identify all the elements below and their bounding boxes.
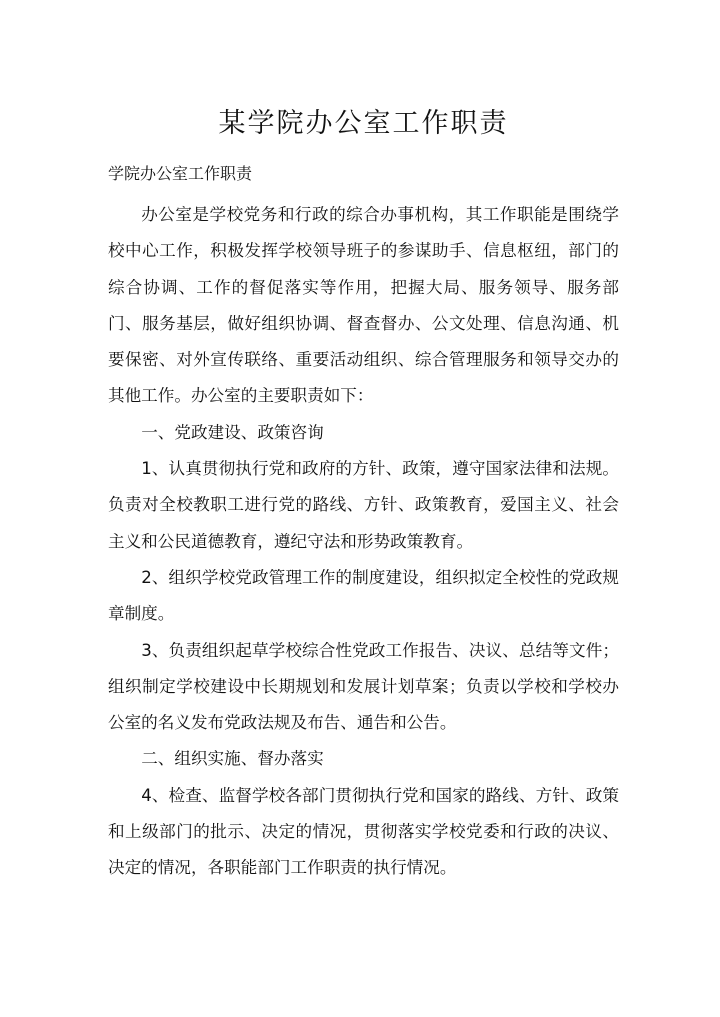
document-subtitle: 学院办公室工作职责 [108,164,253,183]
document-body [108,197,619,887]
duty-item-3: 3、负责组织起草学校综合性党政工作报告、决议、总结等文件；组织制定学校建设中长期规划和发展计划草案；负责以学校和学校办公室的名义发布党政法规及布告、通告和公告。 [108,640,619,733]
section-heading-1: 一、党政建设、政策咨询 [141,422,324,442]
section-heading-2: 二、组织实施、督办落实 [141,749,324,769]
duty-item-2: 2、组织学校党政管理工作的制度建设，组织拟定全校性的党政规章制度。 [108,567,619,624]
duty-item-4: 4、检查、监督学校各部门贯彻执行党和国家的路线、方针、政策和上级部门的批示、决定的情况，贯彻落实学校党委和行政的决议、决定的情况，各职能部门工作职责的执行情况。 [108,785,619,878]
duty-item-1: 1、认真贯彻执行党和政府的方针、政策，遵守国家法律和法规。负责对全校教职工进行党的路线、方针、政策教育，爱国主义、社会主义和公民道德教育，遵纪守法和形势政策教育。 [108,459,619,551]
document-title: 某学院办公室工作职责 [218,108,509,139]
intro-paragraph: 办公室是学校党务和行政的综合办事机构，其工作职能是围绕学校中心工作，积极发挥学校领导班子的参谋助手、信息枢纽，部门的综合协调、工作的督促落实等作用，把握大局、服务领导、服务部门、服务基层，做好组织协调、督查督办、公文处理、信息沟通、机要保密、对外宣传联络、重要活动组织、综合管理服务和领导交办的其他工作。办公室的主要职责如下： [108,205,619,406]
